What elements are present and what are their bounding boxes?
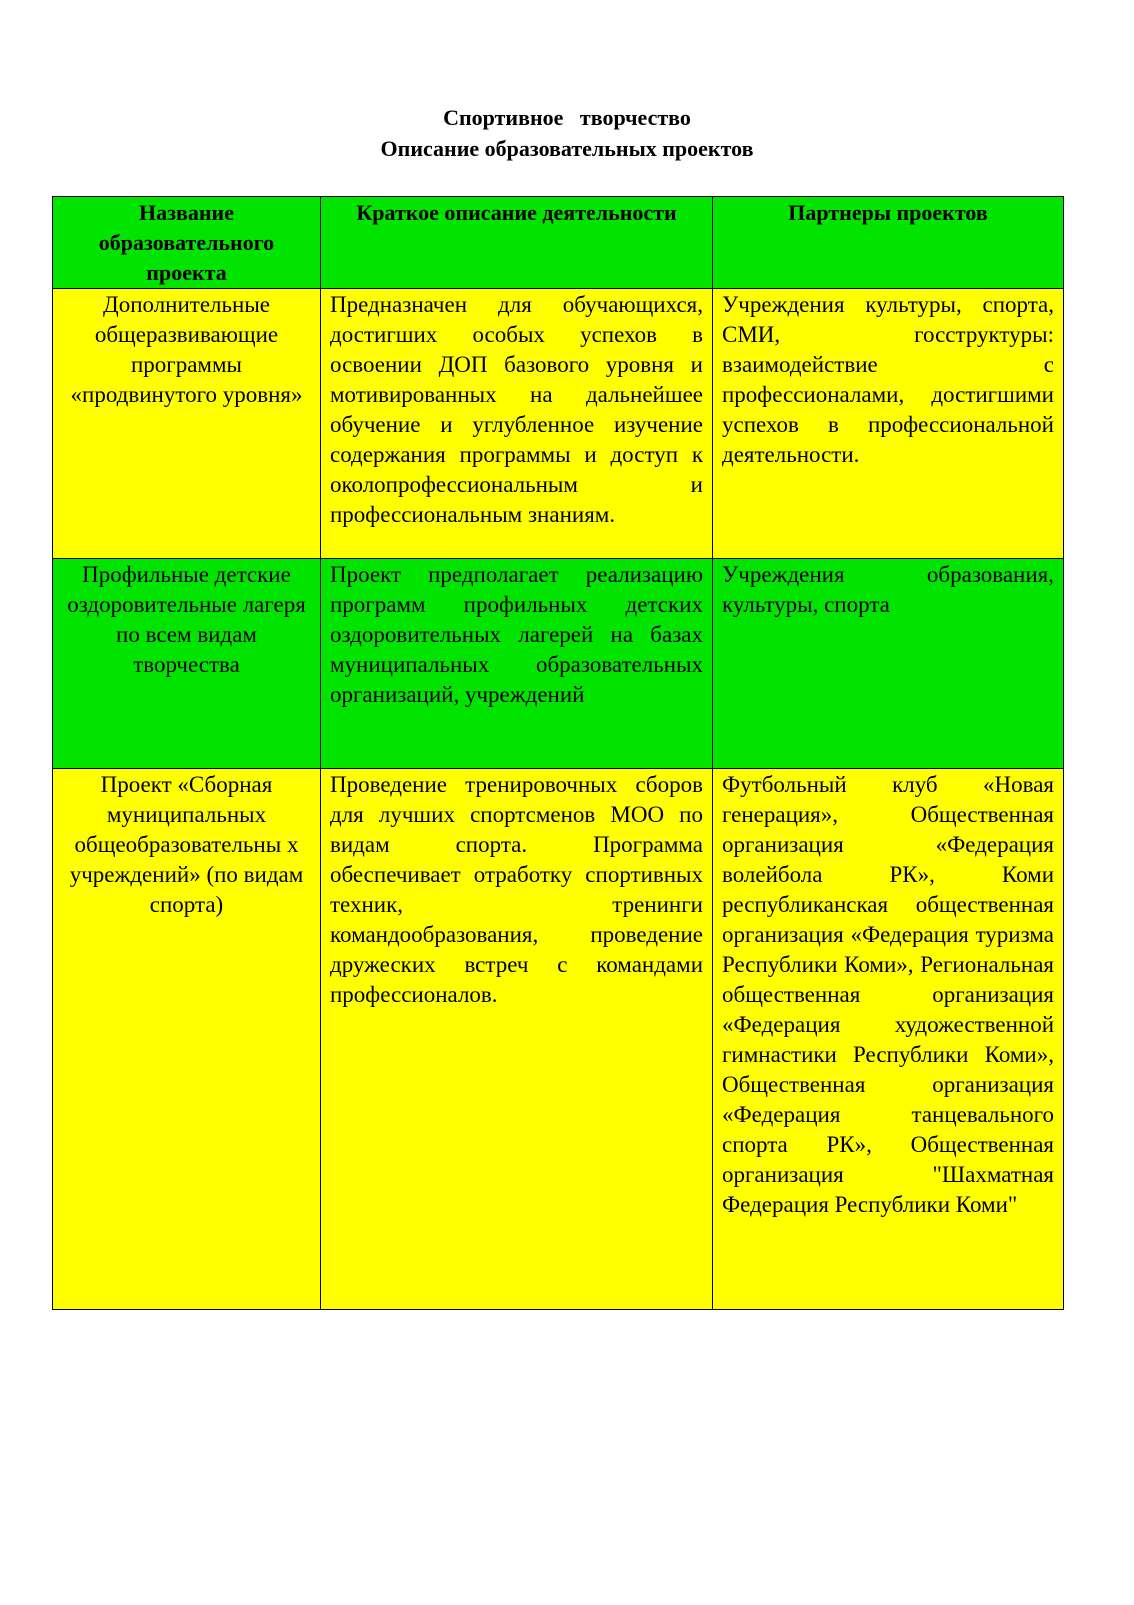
title-line-1: Спортивное творчество [443,105,691,130]
project-partners-cell: Учреждения образования, культуры, спорта [713,559,1064,769]
table-row [53,289,1064,559]
project-partners-cell: Учреждения культуры, спорта, СМИ, госструктуры: взаимодействие с профессионалами, достигшими успехов в профессиональной деятельности. [713,289,1064,559]
project-name-cell: Дополнительные общеразвивающие программы «продвинутого уровня» [53,289,321,559]
title-line-2: Описание образовательных проектов [380,136,754,161]
project-description-cell: Предназначен для обучающихся, достигших особых успехов в освоении ДОП базового уровня и мотивированных на дальнейшее обучение и углубленное изучение содержания программы и доступ к околопрофессиональным и профессиональным знаниям. [321,289,713,559]
table-header-row [53,197,1064,289]
project-description-cell: Проведение тренировочных сборов для лучших спортсменов МОО по видам спорта. Программа обеспечивает отработку спортивных техник, тренинги командообразования, проведение дружеских встреч с командами профессионалов. [321,769,713,1310]
table-row [53,769,1064,1310]
project-name-cell: Проект «Сборная муниципальных общеобразовательны х учреждений» (по видам спорта) [53,769,321,1310]
project-name-cell: Профильные детские оздоровительные лагеря по всем видам творчества [53,559,321,769]
project-description-cell: Проект предполагает реализацию программ профильных детских оздоровительных лагерей на базах муниципальных образовательных организаций, учреждений [321,559,713,769]
document-title [0,102,1134,164]
project-partners-cell: Футбольный клуб «Новая генерация», Общественная организация «Федерация волейбола РК», Коми республиканская общественная организация «Федерация туризма Республики Коми», Региональная общественная организация «Федерация художественной гимнастики Республики Коми», Общественная организация «Федерация танцевального спорта РК», Общественная организация "Шахматная Федерация Республики Коми" [713,769,1064,1310]
header-partners: Партнеры проектов [713,197,1064,289]
projects-table [52,196,1064,1310]
table-row [53,559,1064,769]
header-project-name: Название образовательного проекта [53,197,321,289]
header-description: Краткое описание деятельности [321,197,713,289]
